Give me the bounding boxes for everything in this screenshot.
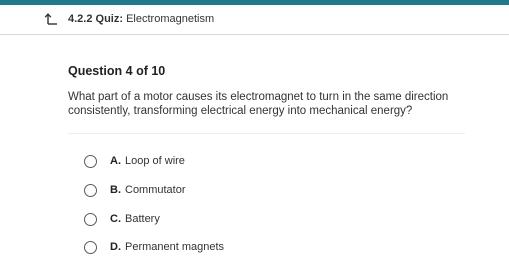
question-number: Question 4 of 10 — [68, 64, 166, 78]
choice-c[interactable] — [84, 212, 384, 230]
choice-text: Commutator — [125, 184, 186, 196]
choice-text: Permanent magnets — [125, 241, 225, 253]
choice-letter: A. — [110, 155, 121, 167]
radio-button[interactable] — [84, 213, 97, 226]
choice-text: Loop of wire — [125, 155, 185, 167]
radio-button[interactable] — [84, 155, 97, 168]
choice-text: Battery — [125, 213, 160, 225]
choice-letter: C. — [110, 213, 121, 225]
choice-a[interactable] — [84, 154, 384, 172]
question-text: What part of a motor causes its electromagnet to turn in the same direction consistently, transforming electrical energy into mechanical energy? — [68, 91, 449, 117]
lesson-number: 4.2.2 — [68, 13, 93, 25]
activity-kind: Quiz: — [95, 13, 124, 25]
back-arrow-icon[interactable] — [44, 12, 58, 26]
choice-d[interactable] — [84, 240, 384, 258]
header-title — [68, 13, 214, 26]
quiz-header — [0, 5, 509, 35]
divider — [68, 133, 465, 134]
topic-title: Electromagnetism — [126, 13, 215, 25]
choice-letter: B. — [110, 184, 121, 196]
choice-letter: D. — [110, 241, 121, 253]
radio-button[interactable] — [84, 241, 97, 254]
choice-b[interactable] — [84, 183, 384, 201]
radio-button[interactable] — [84, 184, 97, 197]
